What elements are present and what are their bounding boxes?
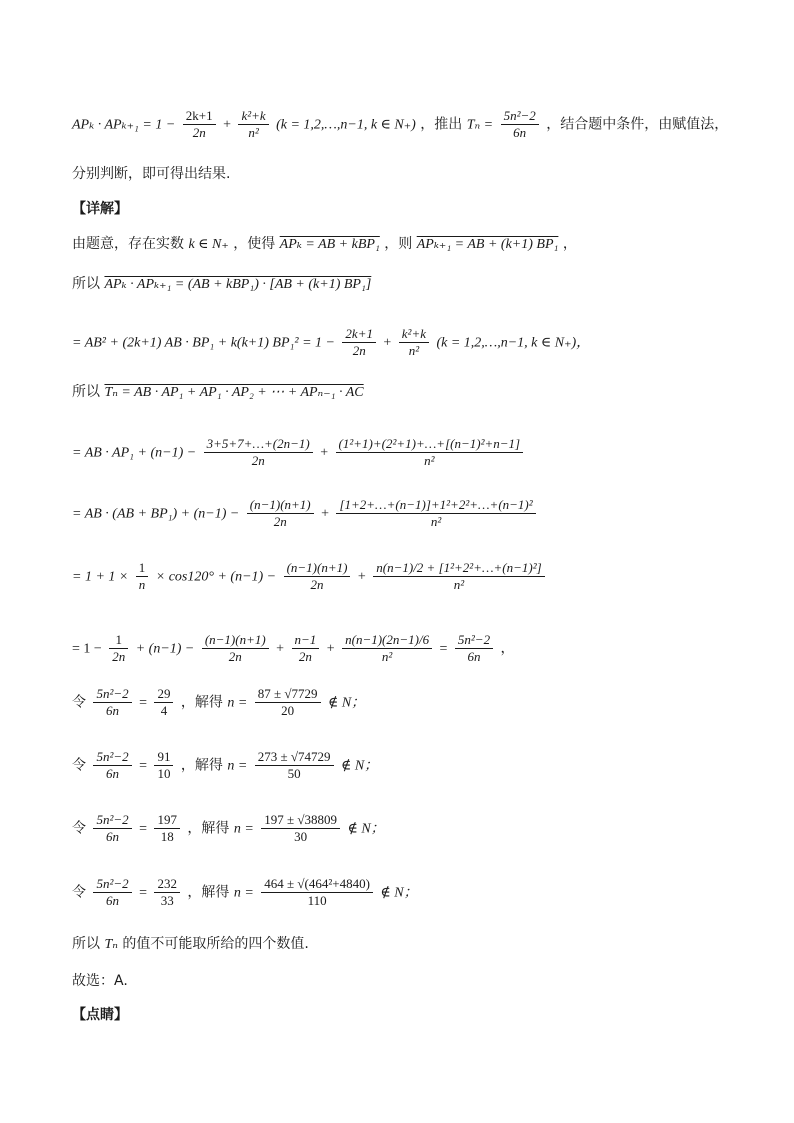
numerator: n−1 — [294, 632, 317, 647]
denominator: 2n — [204, 452, 313, 469]
text-line-4 — [72, 274, 371, 295]
fraction — [238, 108, 268, 141]
plus-sign: + — [357, 569, 366, 585]
numerator: 5n²−2 — [503, 108, 536, 123]
numerator: 2k+1 — [345, 326, 373, 341]
formula-text: APₖ = AB + kBP₁ — [279, 237, 380, 252]
fraction — [154, 876, 180, 909]
numerator: k²+k — [401, 326, 426, 341]
text: ，解得 — [180, 757, 223, 774]
denominator: 4 — [154, 702, 173, 719]
denominator: 18 — [154, 828, 180, 845]
text: ，解得 — [187, 820, 230, 837]
denominator: 20 — [255, 702, 321, 719]
formula-text: Tₙ = AB · AP₁ + AP₁ · AP₂ + ⋯ + APₙ₋₁ · AC — [104, 385, 364, 400]
denominator: 2n — [284, 576, 351, 593]
text: ，推出 — [420, 116, 463, 133]
formula-text: Tₙ — [104, 937, 118, 952]
numerator: n(n−1)/2 + [1²+2²+…+(n−1)²] — [376, 560, 542, 575]
fraction — [399, 326, 429, 359]
fraction — [109, 632, 128, 665]
fraction — [261, 876, 373, 909]
denominator: 2n — [342, 342, 376, 359]
formula-text: APₖ₊₁ = AB + (k+1) BP₁ — [416, 237, 559, 252]
denominator: 30 — [261, 828, 340, 845]
condition: (k = 1,2,…,n−1, k ∈ N₊) — [276, 117, 416, 133]
denominator: 6n — [93, 828, 131, 845]
formula-text: ∉ N； — [380, 885, 418, 901]
answer-line: 故选：A. — [72, 973, 128, 989]
formula-text: ∉ N； — [347, 821, 385, 837]
numerator: 91 — [157, 749, 171, 764]
numerator: 5n²−2 — [96, 876, 129, 891]
numerator: n(n−1)(2n−1)/6 — [345, 632, 430, 647]
text: 所以 — [72, 276, 100, 292]
fraction — [255, 686, 321, 719]
formula-text: n = — [233, 885, 254, 901]
plus-sign: + — [276, 641, 285, 657]
equals-sign: = — [139, 758, 147, 774]
denominator: 2n — [202, 648, 269, 665]
text-line-6 — [72, 382, 364, 403]
denominator: n² — [399, 342, 429, 359]
equals-sign: = — [139, 695, 147, 711]
plus-sign: + — [321, 506, 329, 522]
text-line-3 — [72, 234, 577, 255]
text: ，结合题中条件，由赋值法， — [546, 116, 729, 133]
formula-text: = 1 + 1 × — [72, 569, 129, 585]
fraction — [373, 560, 544, 593]
numerator: [1+2+…+(n−1)]+1²+2²+…+(n−1)² — [339, 497, 533, 512]
numerator: (n−1)(n+1) — [204, 632, 266, 647]
text: ，解得 — [180, 694, 223, 711]
text: ， — [500, 640, 515, 657]
denominator: n² — [238, 124, 268, 141]
fraction — [93, 876, 131, 909]
text: 令 — [72, 820, 86, 837]
text: 令 — [72, 757, 86, 774]
numerator: 1 — [138, 560, 146, 575]
numerator: 197 ± √38809 — [264, 812, 338, 827]
formula-line-7 — [72, 436, 526, 469]
formula-text: k ∈ N₊ — [188, 237, 229, 252]
denominator: 6n — [93, 765, 131, 782]
numerator: 5n²−2 — [96, 812, 129, 827]
equals-sign: = — [439, 641, 448, 657]
fraction — [336, 497, 535, 530]
formula-text: = AB · AP₁ + (n−1) − — [72, 445, 197, 461]
text-line-2: 分别判断，即可得出结果. — [72, 166, 231, 182]
denominator: 2n — [183, 124, 216, 141]
formula-line-5 — [72, 326, 590, 359]
formula-text: Tₙ = — [466, 117, 494, 133]
fraction — [154, 749, 173, 782]
plus-sign: + — [223, 117, 231, 133]
denominator: 2n — [109, 648, 128, 665]
fraction — [154, 686, 173, 719]
solve-line-4 — [72, 876, 418, 909]
fraction — [255, 749, 334, 782]
formula-text: = AB² + (2k+1) AB · BP₁ + k(k+1) BP₁² = 1 − — [72, 335, 335, 351]
numerator: (1²+1)+(2²+1)+…+[(n−1)²+n−1] — [338, 436, 521, 451]
text: ， — [562, 236, 577, 252]
text: 的值不可能取所给的四个数值. — [122, 936, 309, 952]
denominator: 6n — [455, 648, 493, 665]
solve-line-3 — [72, 812, 385, 845]
text: ，解得 — [187, 884, 230, 901]
formula-text: × cos120° + (n−1) − — [155, 569, 277, 585]
formula-text: n = — [227, 695, 248, 711]
numerator: 273 ± √74729 — [257, 749, 331, 764]
denominator: 10 — [154, 765, 173, 782]
numerator: (n−1)(n+1) — [286, 560, 348, 575]
formula-text: = 1 − — [72, 641, 102, 657]
fraction — [202, 632, 269, 665]
text: 由题意，存在实数 — [72, 236, 184, 252]
denominator: 6n — [501, 124, 539, 141]
fraction — [93, 749, 131, 782]
equals-sign: = — [139, 885, 147, 901]
numerator: 464 ± √(464²+4840) — [264, 876, 370, 891]
solve-line-2 — [72, 749, 378, 782]
condition: (k = 1,2,…,n−1, k ∈ N₊)， — [436, 335, 591, 351]
numerator: k²+k — [241, 108, 266, 123]
fraction — [247, 497, 314, 530]
numerator: 197 — [157, 812, 177, 827]
formula-text: ∉ N； — [340, 758, 379, 774]
formula-line-8 — [72, 497, 539, 530]
fraction — [336, 436, 524, 469]
formula-text: = AB · (AB + BP₁) + (n−1) − — [72, 506, 240, 522]
fraction — [204, 436, 313, 469]
formula-text: APₖ · APₖ₊₁ = (AB + kBP₁) · [AB + (k+1) BP₁] — [104, 277, 372, 292]
text: 所以 — [72, 936, 100, 952]
numerator: (n−1)(n+1) — [249, 497, 311, 512]
fraction — [342, 632, 432, 665]
plus-sign: + — [326, 641, 335, 657]
fraction — [292, 632, 320, 665]
denominator: 6n — [93, 702, 131, 719]
fraction — [455, 632, 493, 665]
fraction — [501, 108, 539, 141]
denominator: n² — [373, 576, 544, 593]
denominator: 50 — [255, 765, 334, 782]
numerator: 232 — [157, 876, 177, 891]
denominator: n² — [336, 513, 535, 530]
numerator: 1 — [115, 632, 122, 647]
denominator: 6n — [93, 892, 131, 909]
text: 令 — [72, 694, 86, 711]
denominator: 2n — [292, 648, 320, 665]
numerator: 5n²−2 — [96, 686, 129, 701]
formula-text: n = — [233, 821, 254, 837]
solve-line-1 — [72, 686, 365, 719]
text: ，使得 — [233, 236, 276, 252]
formula-text: + (n−1) − — [135, 641, 195, 657]
numerator: 2k+1 — [185, 108, 213, 123]
text: ，则 — [384, 236, 413, 252]
text-line-15 — [72, 934, 309, 955]
fraction — [284, 560, 351, 593]
denominator: 2n — [247, 513, 314, 530]
fraction — [342, 326, 376, 359]
fraction — [93, 812, 131, 845]
fraction — [261, 812, 340, 845]
text: 所以 — [72, 384, 100, 400]
denominator: n — [136, 576, 149, 593]
denominator: n² — [342, 648, 432, 665]
equals-sign: = — [139, 821, 147, 837]
fraction — [154, 812, 180, 845]
plus-sign: + — [320, 445, 329, 461]
denominator: n² — [336, 452, 524, 469]
numerator: 5n²−2 — [96, 749, 129, 764]
numerator: 5n²−2 — [457, 632, 491, 647]
numerator: 87 ± √7729 — [257, 686, 318, 701]
fraction — [136, 560, 149, 593]
formula-line-1 — [72, 108, 728, 141]
formula-text: APₖ · APₖ₊₁ = 1 − — [72, 117, 176, 133]
text: 令 — [72, 884, 86, 901]
denominator: 33 — [154, 892, 180, 909]
numerator: 29 — [157, 686, 171, 701]
denominator: 110 — [261, 892, 373, 909]
fraction — [93, 686, 131, 719]
formula-text: n = — [227, 758, 248, 774]
formula-line-9 — [72, 560, 548, 593]
fraction — [183, 108, 216, 141]
numerator: 3+5+7+…+(2n−1) — [206, 436, 310, 451]
formula-line-10 — [72, 632, 515, 665]
formula-text: ∉ N； — [327, 695, 366, 711]
plus-sign: + — [383, 335, 392, 351]
section-heading-detail: 【详解】 — [72, 201, 128, 217]
section-heading-comment: 【点睛】 — [72, 1007, 128, 1023]
